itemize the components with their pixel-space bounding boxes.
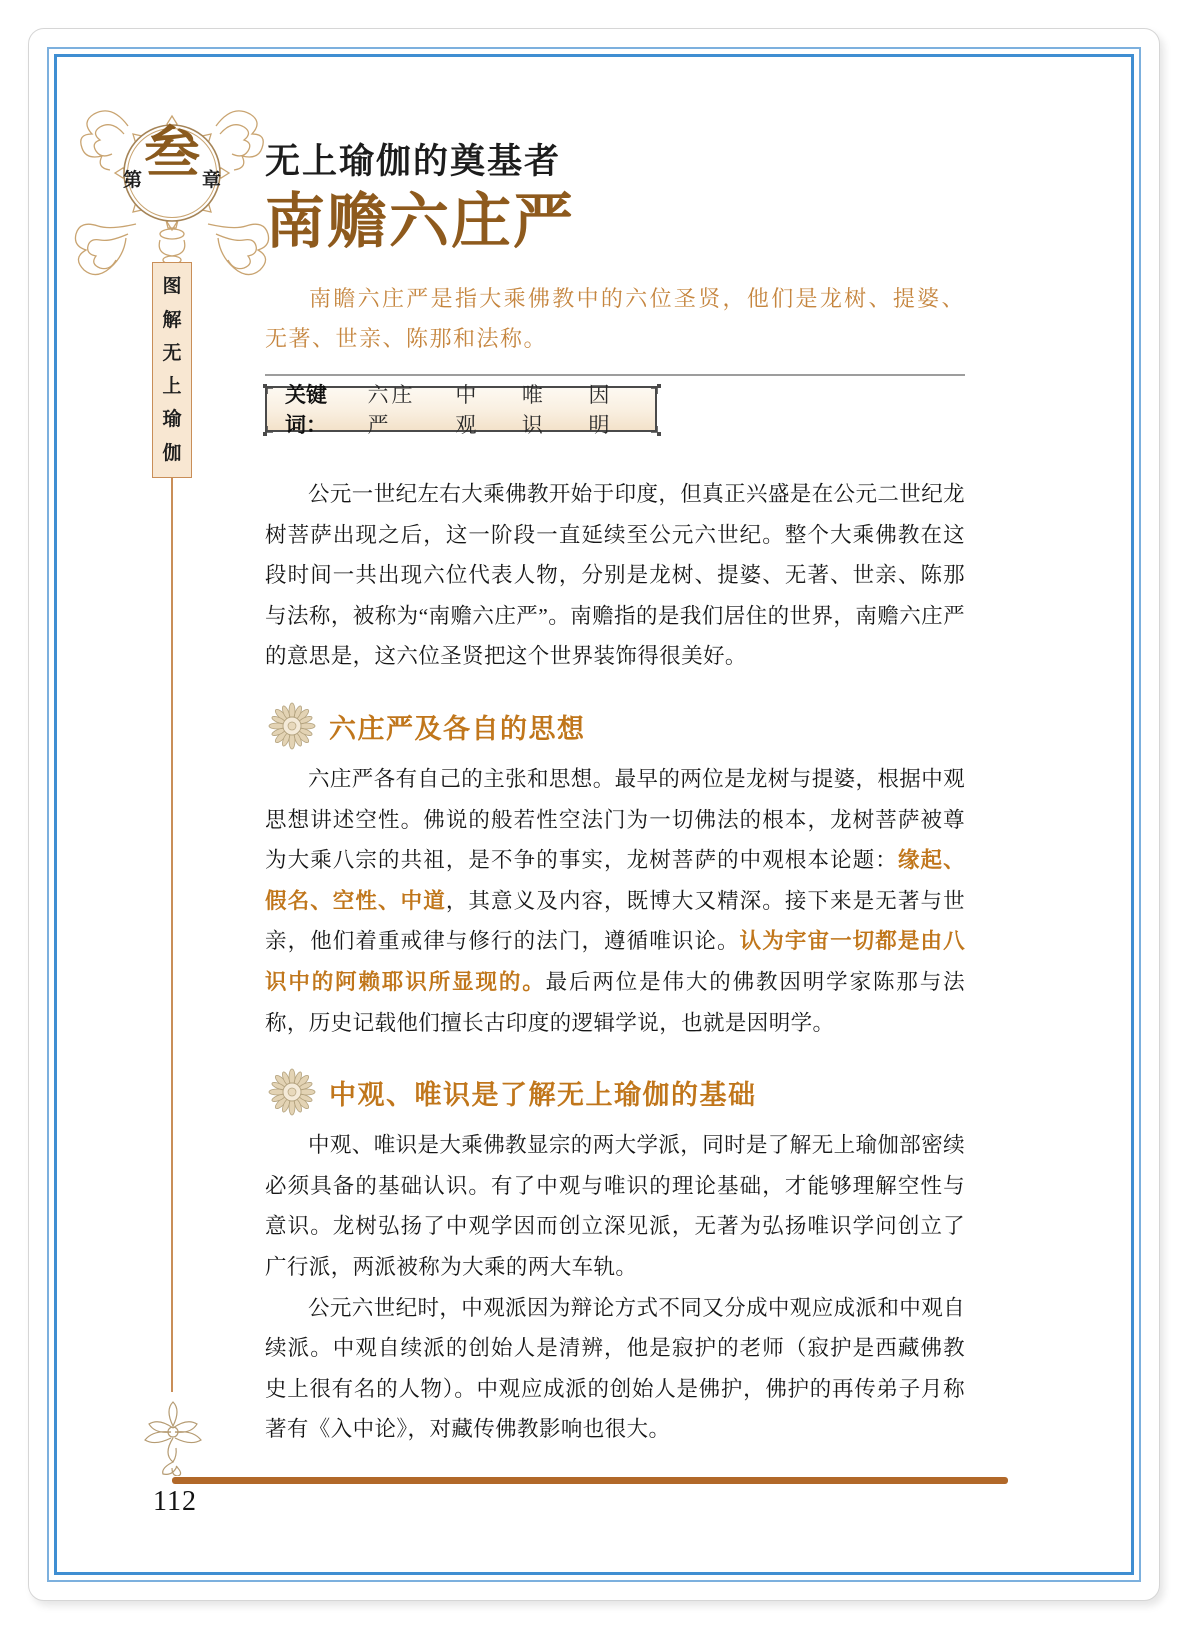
main-content-column (265, 142, 965, 1450)
chapter-number-label: 叁 (144, 123, 200, 185)
side-rule-line (171, 478, 173, 1392)
body-paragraph: 公元一世纪左右大乘佛教开始于印度，但真正兴盛是在公元二世纪龙树菩萨出现之后，这一阶段一直延续至公元六世纪。整个大乘佛教在这段时间一共出现六位代表人物，分别是龙树、提婆、无著、世亲、陈那与法称，被称为“南赡六庄严”。南赡指的是我们居住的世界，南赡六庄严的意思是，这六位圣贤把这个世界装饰得很美好。 (265, 482, 966, 669)
chapter-prefix-label: 第 (123, 170, 143, 191)
paragraph-text: ，其意义及内容，既博大又精深。接下来是无著与世亲，他们着重戒律与修行的法门，遵循唯识论。 (265, 888, 965, 954)
intro-summary: 南瞻六庄严是指大乘佛教中的六位圣贤，他们是龙树、提婆、无著、世亲、陈那和法称。 (265, 286, 965, 352)
highlight-text: 认为宇宙一切都是由八识中的阿赖耶识所显现的。 (265, 929, 965, 995)
keywords-label: 关键词： (285, 384, 327, 438)
footer-rule-bar (172, 1477, 1008, 1484)
keyword-item: 六庄严 (367, 383, 416, 438)
page-number: 112 (153, 1486, 197, 1517)
flower-rosette-icon (267, 701, 317, 751)
chapter-medallion (66, 82, 278, 284)
body-paragraph (265, 759, 965, 1043)
section-heading-text: 六庄严及各自的思想 (329, 713, 586, 744)
body-paragraph: 公元六世纪时，中观派因为辩论方式不同又分成中观应成派和中观自续派。中观自续派的创始人是清辨，他是寂护的老师（寂护是西藏佛教史上很有名的人物）。中观应成派的创始人是佛护，佛护的再传弟子月称著有《入中论》，对藏传佛教影响也很大。 (265, 1295, 966, 1442)
chapter-subtitle: 无上瑜伽的奠基者 (265, 142, 562, 181)
page-title: 南赡六庄严 (265, 189, 575, 256)
keyword-item: 因明 (588, 383, 613, 438)
keyword-item: 中观 (455, 383, 480, 438)
series-title-ribbon: 图 解 无 上 瑜 伽 (152, 262, 192, 478)
highlight-text: 缘起、假名、空性、中道 (265, 848, 965, 913)
intro-separator-line (265, 374, 965, 376)
section-heading-2 (267, 1067, 965, 1117)
body-paragraph: 中观、唯识是大乘佛教显宗的两大学派，同时是了解无上瑜伽部密续必须具备的基础认识。有了中观与唯识的理论基础，才能够理解空性与意识。龙树弘扬了中观学因而创立深见派，无著为弘扬唯识学问创立了广行派，两派被称为大乘的两大车轨。 (265, 1133, 966, 1280)
keyword-item: 唯识 (521, 383, 546, 438)
flower-rosette-icon (267, 1067, 317, 1117)
chapter-suffix-label: 章 (202, 170, 222, 191)
section-heading-text: 中观、唯识是了解无上瑜伽的基础 (329, 1079, 757, 1110)
paragraph-text: 最后两位是伟大的佛教因明学家陈那与法称，历史记载他们擅长古印度的逻辑学说，也就是因明学。 (265, 970, 965, 1035)
footer-lotus-icon (130, 1396, 216, 1476)
section-heading-1 (267, 701, 965, 751)
paragraph-text: 六庄严各有自己的主张和思想。最早的两位是龙树与提婆，根据中观思想讲述空性。佛说的般若性空法门为一切佛法的根本，龙树菩萨被尊为大乘八宗的共祖，是不争的事实，龙树菩萨的中观根本论题： (265, 767, 966, 873)
keywords-box (265, 383, 657, 438)
